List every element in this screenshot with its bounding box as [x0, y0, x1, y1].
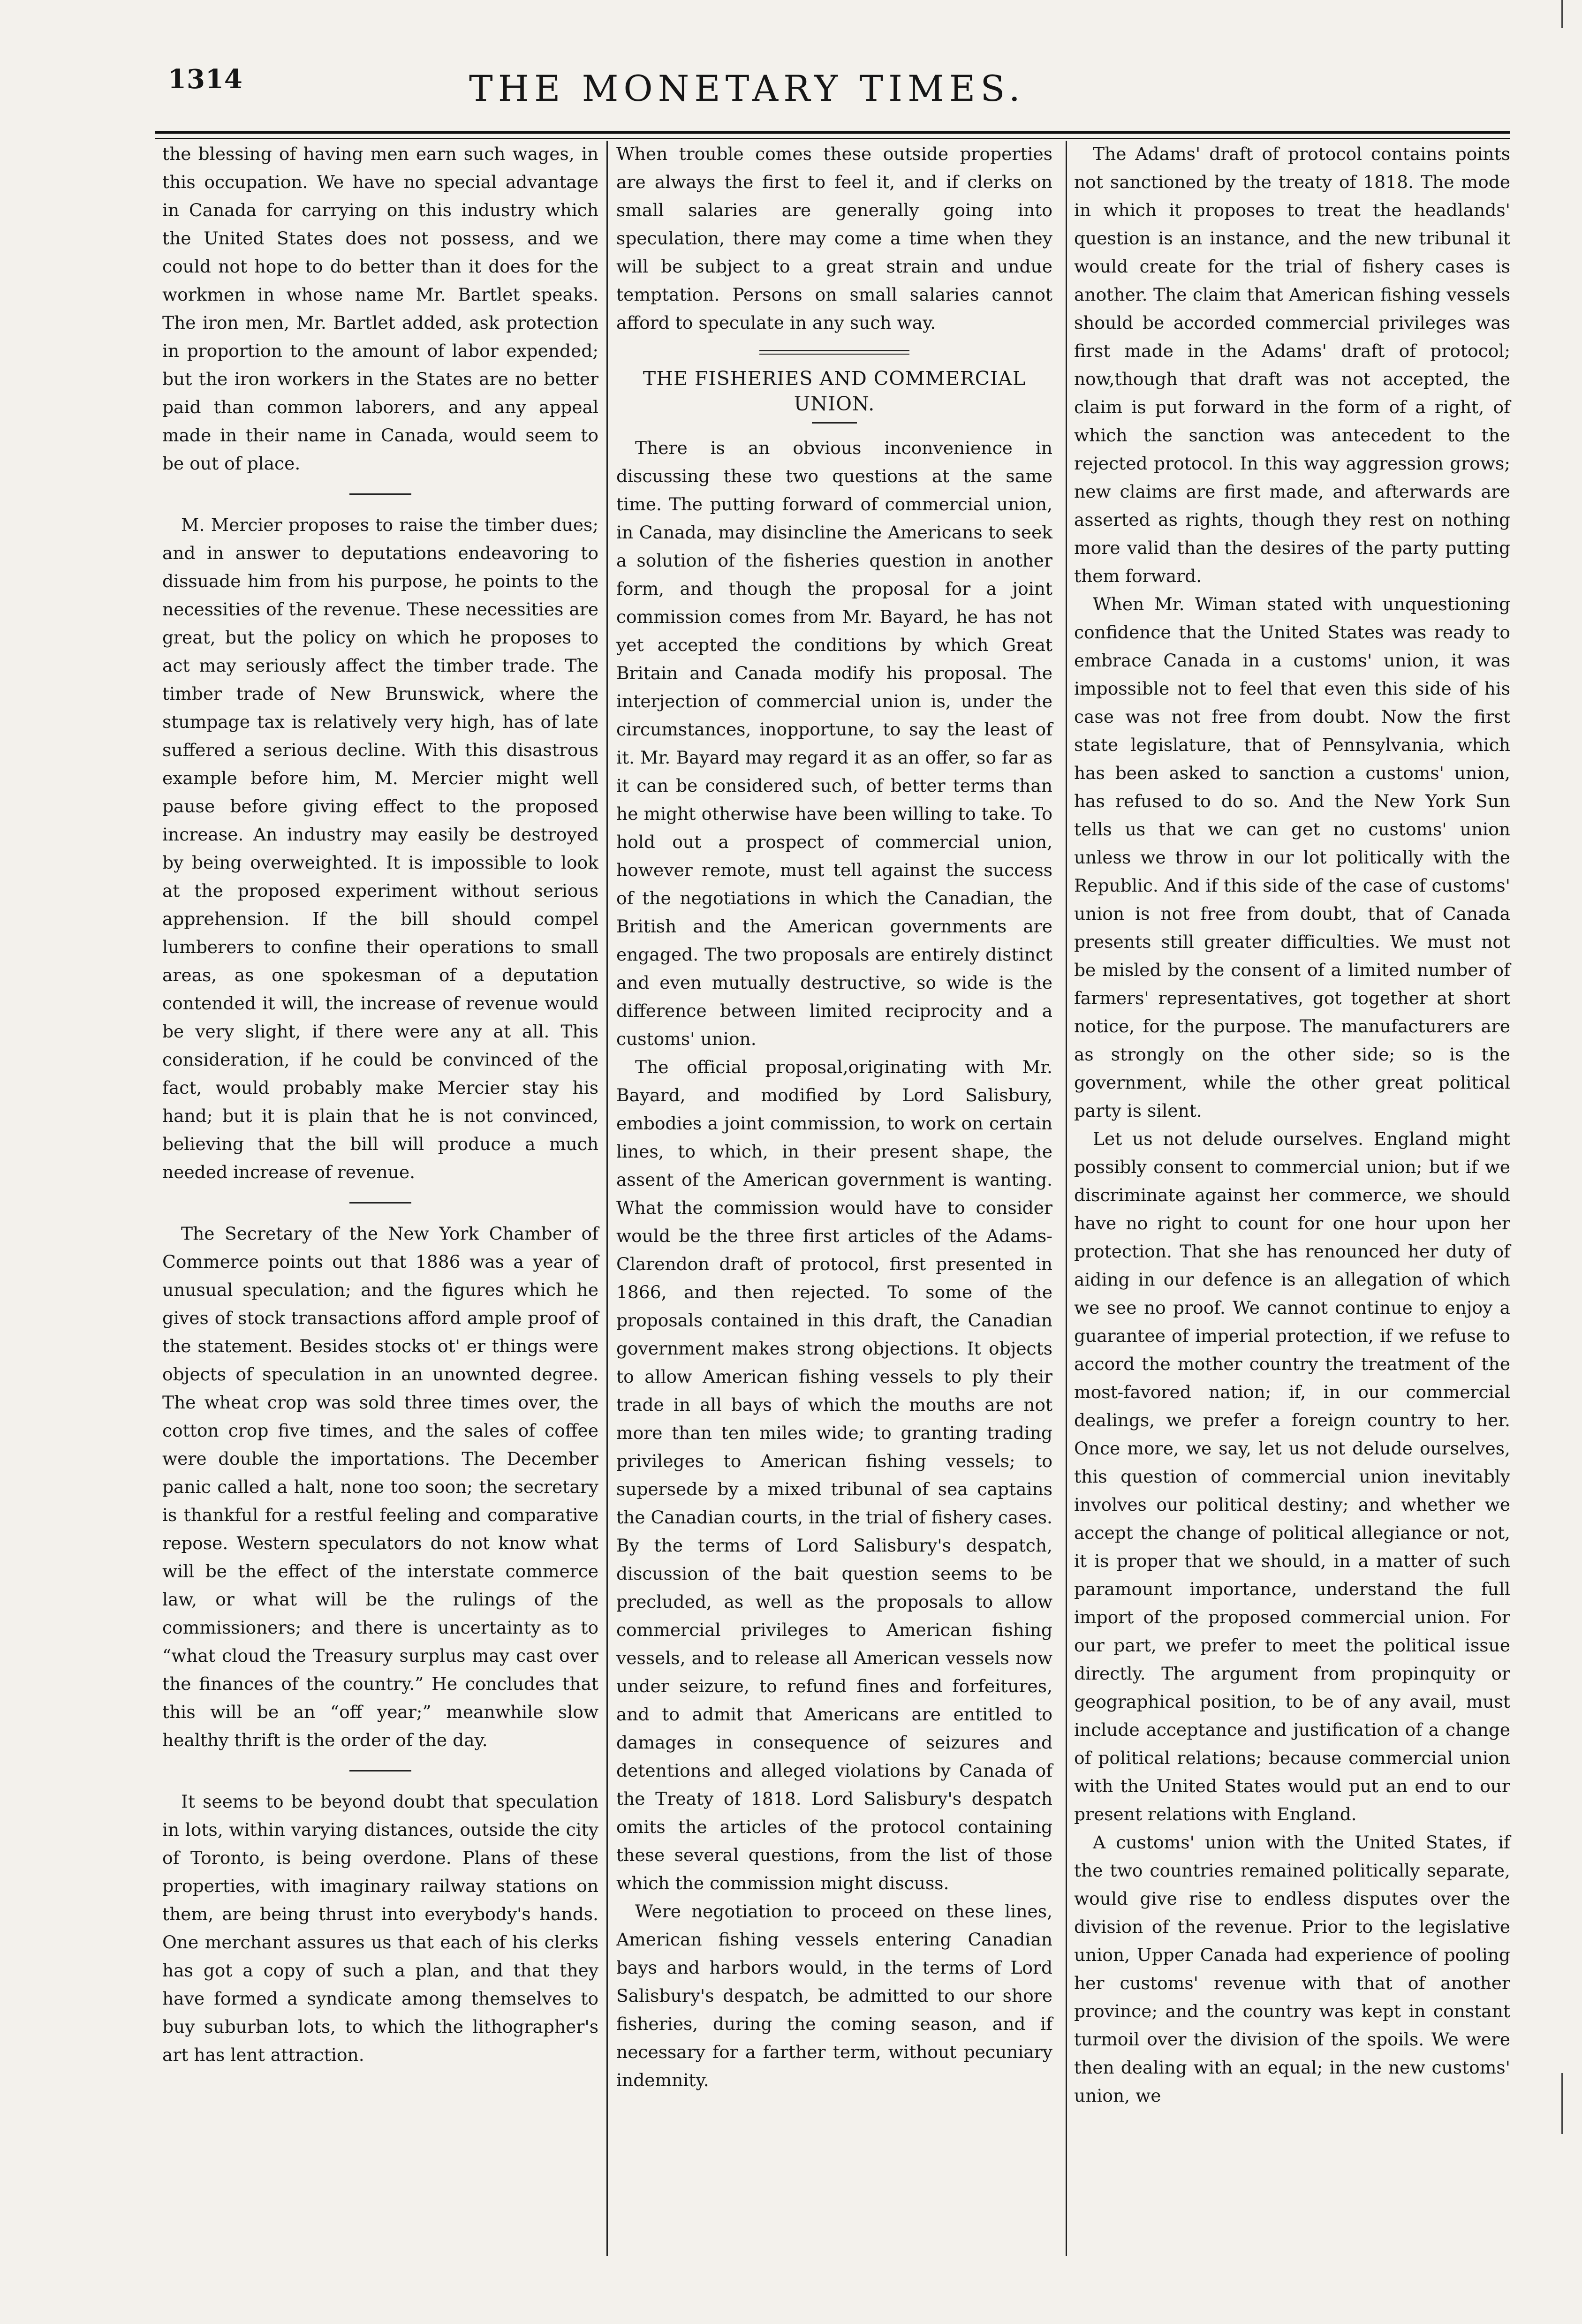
paragraph: The Adams' draft of protocol contains points not sanctioned by the treaty of 1818. The mode in which it proposes to treat the headlands' question is an instance, and the new tribunal it would create for the trial of fishery cases is another. The claim that American fishing vessels should be accorded commercial privileges was first made in the Adams' draft of protocol; now,though that draft was not accepted, the claim is put forward in the form of a right, of which the sanction was antecedent to the rejected protocol. In this way aggression grows; new claims are first made, and afterwards are asserted as rights, though they rest on nothing more valid than the desires of the party putting them forward. — [1074, 144, 1510, 586]
section-divider — [349, 493, 411, 495]
paragraph: The Secretary of the New York Chamber of Commerce points out that 1886 was a year of unusual speculation; and the figures which he gives of stock transactions afford ample proof of the statement. Besides stocks ot' er things were objects of speculation in an unownted degree. The wheat crop was sold three times over, the cotton crop five times, and the sales of coffee were double the importations. The December panic called a halt, none too soon; the secretary is thankful for a restful feeling and comparative repose. Western speculators do not know what will be the effect of the interstate commerce law, or what will be the rulings of the commissioners; and there is uncertainty as to “what cloud the Treasury surplus may cast over the finances of the country.” He concludes that this will be an “off year;” meanwhile slow healthy thrift is the order of the day. — [162, 1223, 598, 1750]
paragraph: M. Mercier proposes to raise the timber dues; and in answer to deputations endeavoring to dissuade him from his purpose, he points to the necessities of the revenue. These necessities are great, but the policy on which he proposes to act may seriously affect the timber trade. The timber trade of New Brunswick, where the stumpage tax is relatively very high, has of late suffered a serious decline. With this disastrous example before him, M. Mercier might well pause before giving effect to the proposed increase. An industry may easily be destroyed by being overweighted. It is impossible to look at the proposed experiment without serious apprehension. If the bill should compel lumberers to confine their operations to small areas, as one spokesman of a deputation contended it will, the increase of revenue would be very slight, if there were any at all. This consideration, if he could be convinced of the fact, would probably make Mercier stay his hand; but it is plain that he is not convinced, believing that the bill will produce a much needed increase of revenue. — [162, 515, 598, 1182]
header-rule — [155, 131, 1510, 134]
paragraph: The official proposal,originating with Mr. Bayard, and modified by Lord Salisbury, embodies a joint commission, to work on certain lines, to which, in their present shape, the assent of the American government is wanting. What the commission would have to consider would be the three first articles of the Adams-Clarendon draft of protocol, first presented in 1866, and then rejected. To some of the proposals contained in this draft, the Canadian government makes strong objections. It objects to allow American fishing vessels to ply their trade in all bays of which the mouths are not more than ten miles wide; to granting trading privileges to American fishing vessels; to supersede by a mixed tribunal of sea captains the Canadian courts, in the trial of fishery cases. By the terms of Lord Salisbury's despatch, discussion of the bait question seems to be precluded, as well as the proposals to allow commercial privileges to American fishing vessels, and to release all American vessels now under seizure, to refund fines and forfeitures, and to admit that Americans are entitled to damages in consequence of seizures and detentions and alleged violations by Canada of the Treaty of 1818. Lord Salisbury's despatch omits the articles of the protocol containing these several questions, from the list of those which the commission might discuss. — [616, 1057, 1052, 1893]
article-divider — [759, 350, 909, 355]
paragraph: There is an obvious inconvenience in discussing these two questions at the same time. The putting forward of commercial union, in Canada, may disincline the Americans to seek a solution of the fisheries question in another form, and though the proposal for a joint commission comes from Mr. Bayard, he has not yet accepted the conditions by which Great Britain and Canada modify his proposal. The interjection of commercial union is, under the circumstances, inopportune, to say the least of it. Mr. Bayard may regard it as an offer, so far as it can be considered such, of better terms than he might otherwise have been willing to take. To hold out a prospect of commercial union, however remote, must tell against the success of the negotiations in which the Canadian, the British and the American governments are engaged. The two proposals are entirely distinct and even mutually destructive, so wide is the difference between limited reciprocity and a customs' union. — [616, 438, 1052, 1049]
column-1 — [162, 140, 598, 2069]
column-3 — [1074, 140, 1510, 2110]
column-2 — [616, 140, 1052, 2094]
masthead-title: THE MONETARY TIMES. — [469, 68, 1025, 109]
paragraph: A customs' union with the United States, if the two countries remained politically separate, would give rise to endless disputes over the division of the revenue. Prior to the legislative union, Upper Canada had experience of pooling her customs' revenue with that of another province; and the country was kept in constant turmoil over the division of the spoils. We were then dealing with an equal; in the new customs' union, we — [1074, 1832, 1510, 2106]
scan-edge-mark — [1561, 0, 1563, 28]
paragraph: the blessing of having men earn such wages, in this occupation. We have no special advantage in Canada for carrying on this industry which the United States does not possess, and we could not hope to do better than it does for the workmen in whose name Mr. Bartlet speaks. The iron men, Mr. Bartlet added, ask protection in proportion to the amount of labor expended; but the iron workers in the States are no better paid than common laborers, and any appeal made in their name in Canada, would seem to be out of place. — [162, 144, 598, 474]
scan-edge-mark — [1561, 2073, 1563, 2134]
title-rule — [812, 422, 857, 424]
column-divider — [1066, 141, 1067, 2256]
section-divider — [349, 1770, 411, 1771]
header-rule-thin — [155, 138, 1510, 139]
paragraph: When Mr. Wiman stated with unquestioning confidence that the United States was ready to embrace Canada in a customs' union, it was impossible not to feel that even this side of his case was not free from doubt. Now the first state legislature, that of Pennsylvania, which has been asked to sanction a customs' union, has refused to do so. And the New York Sun tells us that we can get no customs' union unless we throw in our lot politically with the Republic. And if this side of the case of customs' union is not free from doubt, that of Canada presents still greater difficulties. We must not be misled by the consent of a limited number of farmers' representatives, got together at short notice, for the purpose. The manufacturers are as strongly on the other side; so is the government, while the other great political party is silent. — [1074, 594, 1510, 1121]
paragraph: Were negotiation to proceed on these lines, American fishing vessels entering Canadian bays and harbors would, in the terms of Lord Salisbury's despatch, be admitted to our shore fisheries, during the coming season, and if necessary for a farther term, without pecuniary indemnity. — [616, 1901, 1052, 2090]
section-divider — [349, 1202, 411, 1204]
paragraph: It seems to be beyond doubt that speculation in lots, within varying distances, outside the city of Toronto, is being overdone. Plans of these properties, with imaginary railway stations on them, are being thrust into everybody's hands. One merchant assures us that each of his clerks has got a copy of such a plan, and that they have formed a syndicate among themselves to buy suburban lots, to which the lithographer's art has lent attraction. — [162, 1791, 598, 2065]
column-divider — [606, 141, 608, 2256]
article-title: THE FISHERIES AND COMMERCIAL UNION. — [643, 367, 1026, 415]
paragraph: When trouble comes these outside properties are always the first to feel it, and if clerks on small salaries are generally going into speculation, there may come a time when they will be subject to a great strain and undue temptation. Persons on small salaries cannot afford to speculate in any such way. — [616, 144, 1052, 333]
page-number: 1314 — [168, 64, 243, 95]
paragraph: Let us not delude ourselves. England might possibly consent to commercial union; but if we discriminate against her commerce, we should have no right to count for one hour upon her protection. That she has renounced her duty of aiding in our defence is an allegation of which we see no proof. We cannot continue to enjoy a guarantee of imperial protection, if we refuse to accord the mother country the treatment of the most-favored nation; if, in our commercial dealings, we prefer a foreign country to her. Once more, we say, let us not delude ourselves, this question of commercial union inevitably involves our political destiny; and whether we accept the change of political allegiance or not, it is proper that we should, in a matter of such paramount importance, understand the full import of the proposed commercial union. For our part, we prefer to meet the political issue directly. The argument from propinquity or geographical position, to be of any avail, must include acceptance and justification of a change of political relations; because commercial union with the United States would put an end to our present relations with England. — [1074, 1128, 1510, 1824]
